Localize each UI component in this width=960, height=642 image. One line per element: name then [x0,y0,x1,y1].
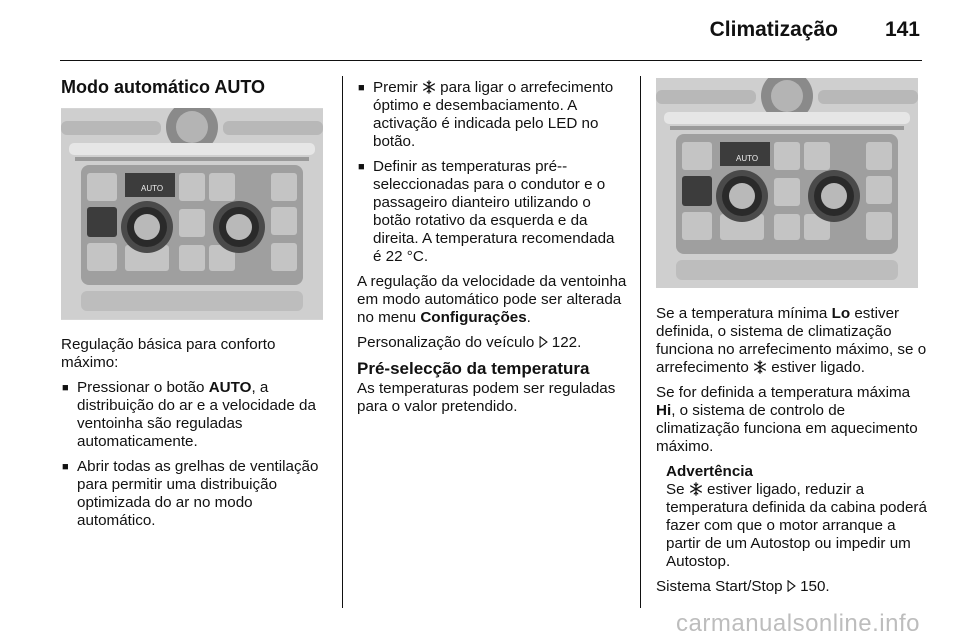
note-text: Se estiver ligado, reduzir a temperatura definida da cabina poderá fazer com que o motor arranque a partir de um Autostop ou impedir um Autostop. [666,481,927,570]
paragraph: Sistema Start/Stop 150. [656,578,830,595]
list-item: ■ Premir para ligar o arrefecimento óptimo e desembaciamento. A activação é indicada pelo LED no botão. [357,79,627,151]
snowflake-icon [422,80,436,94]
column-divider [640,76,641,608]
intro-text: Regulação básica para conforto máximo: [61,336,276,371]
column-1 [61,78,327,537]
climate-panel-figure [656,78,918,288]
paragraph: As temperaturas podem ser reguladas para o valor pretendido. [357,380,616,415]
list-item: ■ Definir as temperaturas pré--seleccionadas para o condutor e o passageiro dianteiro utilizando o botão rotativo da esquerda e da direita. A temperatura recomendada é 22 °C. [357,158,627,266]
bullet-list [61,379,327,530]
snowflake-icon [753,360,767,374]
section-heading: Modo automático AUTO [61,77,265,97]
paragraph: A regulação da velocidade da ventoinha em modo automático pode ser alterada no menu Configurações. [357,273,627,326]
column-divider [342,76,343,608]
subsection-heading: Pré-selecção da temperatura [357,359,590,378]
note-title: Advertência [666,463,753,480]
paragraph: Personalização do veículo 122. [357,334,582,351]
figure-auto-label: AUTO [141,184,164,193]
snowflake-icon [689,482,703,496]
climate-panel-figure [61,108,323,320]
list-item: ■ Abrir todas as grelhas de ventilação para permitir uma distribuição optimizada do ar no modo automático. [61,458,327,530]
paragraph: Se for definida a temperatura máxima Hi, o sistema de controlo de climatização funciona em aquecimento máximo. [656,384,918,455]
watermark: carmanualsonline.info [676,610,920,637]
page-reference-arrow-icon [539,336,548,348]
list-item: ■ Pressionar o botão AUTO, a distribuição do ar e a velocidade da ventoinha são reguladas automaticamente. [61,379,327,451]
paragraph: Se a temperatura mínima Lo estiver definida, o sistema de climatização funciona no arrefecimento máximo, se o arrefecimento estiver ligado. [656,305,927,376]
warning-note [656,463,928,571]
bullet-list [357,79,627,266]
page-reference-arrow-icon [787,580,796,592]
running-header-title: Climatização [709,18,838,41]
page-number: 141 [884,18,920,41]
figure-auto-label: AUTO [736,154,759,163]
column-2 [357,79,627,423]
column-3 [656,78,928,603]
header-rule [60,60,922,61]
